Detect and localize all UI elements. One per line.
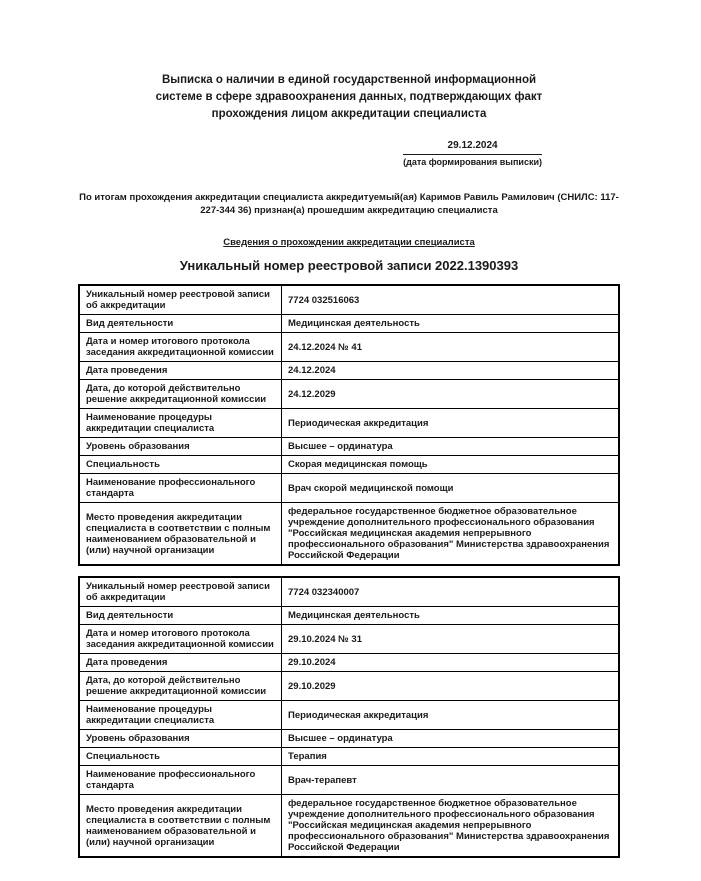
generation-date bbox=[403, 140, 542, 168]
row-label: Уровень образования bbox=[79, 730, 282, 748]
row-label: Наименование профессионального стандарта bbox=[79, 474, 282, 503]
table-row bbox=[79, 607, 619, 625]
row-value: Врач скорой медицинской помощи bbox=[282, 474, 620, 503]
row-label: Дата, до которой действительно решение аккредитационной комиссии bbox=[79, 380, 282, 409]
table-row bbox=[79, 285, 619, 315]
row-label: Место проведения аккредитации специалиста в соответствии с полным наименованием образовательной и (или) научной организации bbox=[79, 795, 282, 858]
row-label: Дата и номер итогового протокола заседания аккредитационной комиссии bbox=[79, 333, 282, 362]
row-value: федеральное государственное бюджетное образовательное учреждение дополнительного профессионального образования "Российская медицинская академия непрерывного профессионального образования" Министерства здравоохранения Российской Федерации bbox=[282, 795, 620, 858]
generation-date-label: (дата формирования выписки) bbox=[403, 154, 542, 168]
accreditation-record-table-2 bbox=[78, 576, 620, 858]
table-row bbox=[79, 503, 619, 566]
table-row bbox=[79, 362, 619, 380]
row-value: федеральное государственное бюджетное образовательное учреждение дополнительного профессионального образования "Российская медицинская академия непрерывного профессионального образования" Министерства здравоохранения Российской Федерации bbox=[282, 503, 620, 566]
table-row bbox=[79, 672, 619, 701]
row-value: 24.12.2024 bbox=[282, 362, 620, 380]
row-value: 29.10.2024 bbox=[282, 654, 620, 672]
row-value: Терапия bbox=[282, 748, 620, 766]
table-row bbox=[79, 795, 619, 858]
row-value: Скорая медицинская помощь bbox=[282, 456, 620, 474]
row-value: Медицинская деятельность bbox=[282, 315, 620, 333]
row-label: Вид деятельности bbox=[79, 607, 282, 625]
table-row bbox=[79, 701, 619, 730]
table-row bbox=[79, 315, 619, 333]
row-label: Уникальный номер реестровой записи об аккредитации bbox=[79, 285, 282, 315]
row-label: Наименование профессионального стандарта bbox=[79, 766, 282, 795]
row-value: 7724 032340007 bbox=[282, 577, 620, 607]
row-label: Уровень образования bbox=[79, 438, 282, 456]
row-value: 24.12.2024 № 41 bbox=[282, 333, 620, 362]
table-row bbox=[79, 654, 619, 672]
row-value: 29.10.2024 № 31 bbox=[282, 625, 620, 654]
row-value: Медицинская деятельность bbox=[282, 607, 620, 625]
generation-date-block bbox=[78, 140, 620, 168]
table-row bbox=[79, 380, 619, 409]
row-value: 29.10.2029 bbox=[282, 672, 620, 701]
table-row bbox=[79, 333, 619, 362]
row-label: Наименование процедуры аккредитации специалиста bbox=[79, 701, 282, 730]
registry-number-heading: Уникальный номер реестровой записи 2022.1390393 bbox=[179, 258, 519, 273]
table-row bbox=[79, 409, 619, 438]
intro-paragraph: По итогам прохождения аккредитации специалиста аккредитуемый(ая) Каримов Равиль Рамилович (СНИЛС: 117-227-344 36) признан(а) прошедшим аккредитацию специалиста bbox=[79, 192, 619, 216]
row-label: Специальность bbox=[79, 456, 282, 474]
row-label: Дата проведения bbox=[79, 654, 282, 672]
row-label: Уникальный номер реестровой записи об аккредитации bbox=[79, 577, 282, 607]
row-label: Наименование процедуры аккредитации специалиста bbox=[79, 409, 282, 438]
table-row bbox=[79, 438, 619, 456]
row-label: Специальность bbox=[79, 748, 282, 766]
table-row bbox=[79, 474, 619, 503]
row-value: 24.12.2029 bbox=[282, 380, 620, 409]
table-row bbox=[79, 730, 619, 748]
table-row bbox=[79, 577, 619, 607]
table-row bbox=[79, 766, 619, 795]
table-row bbox=[79, 625, 619, 654]
row-value: Врач-терапевт bbox=[282, 766, 620, 795]
row-value: Высшее – ординатура bbox=[282, 438, 620, 456]
row-value: Периодическая аккредитация bbox=[282, 701, 620, 730]
row-label: Дата, до которой действительно решение аккредитационной комиссии bbox=[79, 672, 282, 701]
row-label: Место проведения аккредитации специалиста в соответствии с полным наименованием образовательной и (или) научной организации bbox=[79, 503, 282, 566]
table-row bbox=[79, 748, 619, 766]
row-label: Вид деятельности bbox=[79, 315, 282, 333]
document-title: Выписка о наличии в единой государственной информационной системе в сфере здравоохранения данных, подтверждающих факт прохождения лицом аккредитации специалиста bbox=[155, 74, 543, 120]
row-label: Дата и номер итогового протокола заседания аккредитационной комиссии bbox=[79, 625, 282, 654]
row-label: Дата проведения bbox=[79, 362, 282, 380]
row-value: 7724 032516063 bbox=[282, 285, 620, 315]
table-row bbox=[79, 456, 619, 474]
row-value: Высшее – ординатура bbox=[282, 730, 620, 748]
generation-date-value: 29.12.2024 bbox=[447, 140, 498, 151]
section-heading: Сведения о прохождении аккредитации специалиста bbox=[223, 237, 475, 248]
row-value: Периодическая аккредитация bbox=[282, 409, 620, 438]
accreditation-record-table-1 bbox=[78, 284, 620, 566]
